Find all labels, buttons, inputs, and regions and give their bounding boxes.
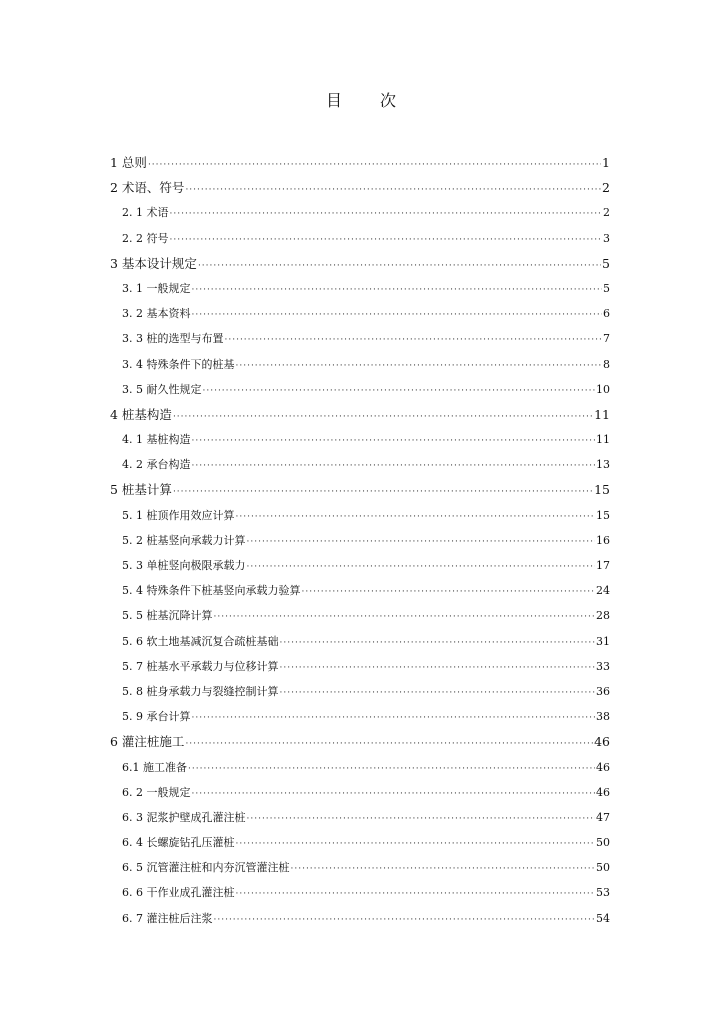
toc-entry-label: 6. 7 灌注桩后注浆 [122, 911, 213, 925]
toc-entry[interactable] [110, 377, 610, 402]
dot-leader [236, 832, 596, 857]
toc-entry-label: 2. 1 术语 [122, 206, 169, 220]
toc-entry-page-number: 13 [596, 458, 610, 472]
toc-entry-label: 5. 9 承台计算 [122, 710, 191, 724]
dot-leader [148, 153, 601, 178]
toc-entry[interactable] [110, 755, 610, 780]
dot-leader [203, 379, 596, 404]
dot-leader [192, 429, 596, 454]
toc-entry-page-number: 2 [602, 180, 610, 196]
dot-leader [198, 254, 601, 279]
dot-leader [170, 202, 603, 227]
toc-entry[interactable] [110, 629, 610, 654]
toc-entry-label: 4. 2 承台构造 [122, 458, 191, 472]
toc-entry[interactable] [110, 301, 610, 326]
toc-entry-page-number: 31 [596, 634, 610, 648]
toc-entry-label: 3. 4 特殊条件下的桩基 [122, 357, 235, 371]
toc-entry-label: 5. 1 桩顶作用效应计算 [122, 508, 235, 522]
toc-entry-label: 2 术语、符号 [110, 180, 185, 196]
dot-leader [280, 631, 596, 656]
dot-leader [192, 303, 603, 328]
dot-leader [185, 732, 593, 757]
toc-entry-page-number: 46 [594, 734, 610, 750]
toc-entry-page-number: 50 [596, 861, 610, 875]
toc-entry-page-number: 36 [596, 684, 610, 698]
dot-leader [173, 405, 593, 430]
toc-entry[interactable] [110, 276, 610, 301]
toc-entry[interactable] [110, 150, 610, 175]
toc-entry-page-number: 24 [596, 584, 610, 598]
toc-entry[interactable] [110, 427, 610, 452]
toc-entry-label: 2. 2 符号 [122, 231, 169, 245]
toc-entry[interactable] [110, 679, 610, 704]
dot-leader [173, 480, 593, 505]
toc-entry-page-number: 3 [603, 231, 610, 245]
toc-entry[interactable] [110, 855, 610, 880]
dot-leader [192, 454, 596, 479]
dot-leader [214, 908, 596, 933]
toc-entry-page-number: 47 [596, 810, 610, 824]
toc-entry-label: 6. 2 一般规定 [122, 785, 191, 799]
toc-entry-label: 3. 1 一般规定 [122, 281, 191, 295]
toc-entry-page-number: 5 [603, 281, 610, 295]
toc-entry-label: 4. 1 基桩构造 [122, 433, 191, 447]
dot-leader [247, 530, 596, 555]
dot-leader [302, 580, 596, 605]
dot-leader [236, 354, 603, 379]
toc-entry-label: 5 桩基计算 [110, 482, 172, 498]
toc-entry[interactable] [110, 452, 610, 477]
toc-entry-label: 3 基本设计规定 [110, 255, 197, 271]
toc-entry-label: 3. 3 桩的选型与布置 [122, 332, 224, 346]
toc-entry[interactable] [110, 704, 610, 729]
toc-entry-page-number: 46 [596, 760, 610, 774]
toc-entry-label: 5. 4 特殊条件下桩基竖向承载力验算 [122, 584, 301, 598]
dot-leader [247, 555, 596, 580]
toc-entry[interactable] [110, 226, 610, 251]
dot-leader [192, 782, 596, 807]
toc-entry-label: 5. 2 桩基竖向承载力计算 [122, 533, 246, 547]
toc-entry-page-number: 7 [603, 332, 610, 346]
dot-leader [236, 882, 596, 907]
toc-entry[interactable] [110, 251, 610, 276]
toc-entry-page-number: 46 [596, 785, 610, 799]
toc-entry-label: 5. 7 桩基水平承载力与位移计算 [122, 659, 279, 673]
toc-entry-page-number: 28 [596, 609, 610, 623]
toc-entry-label: 5. 3 单桩竖向极限承载力 [122, 559, 246, 572]
toc-entry-page-number: 33 [596, 659, 610, 673]
dot-leader [291, 857, 596, 882]
toc-entry[interactable] [110, 780, 610, 805]
toc-entry[interactable] [110, 603, 610, 628]
toc-entry-label: 1 总则 [110, 155, 147, 170]
table-of-contents [110, 150, 610, 931]
toc-entry-page-number: 38 [596, 710, 610, 724]
toc-entry-page-number: 53 [596, 886, 610, 900]
toc-entry[interactable] [110, 553, 610, 578]
toc-entry[interactable] [110, 528, 610, 553]
title-char: 目 [325, 91, 344, 110]
dot-leader [280, 656, 596, 681]
page-title [0, 88, 724, 111]
toc-entry[interactable] [110, 477, 610, 502]
toc-entry-label: 5. 6 软土地基减沉复合疏桩基础 [122, 634, 279, 648]
toc-entry-label: 6. 6 干作业成孔灌注桩 [122, 886, 235, 900]
dot-leader [214, 605, 596, 630]
toc-entry[interactable] [110, 402, 610, 427]
toc-entry[interactable] [110, 578, 610, 603]
toc-entry-page-number: 11 [596, 433, 610, 447]
toc-entry-page-number: 11 [594, 406, 610, 422]
dot-leader [236, 505, 596, 530]
dot-leader [170, 228, 603, 253]
toc-entry[interactable] [110, 729, 610, 754]
toc-entry-label: 4 桩基构造 [110, 406, 172, 422]
dot-leader [188, 757, 595, 782]
toc-entry-label: 6. 5 沉管灌注桩和内夯沉管灌注桩 [122, 861, 290, 875]
toc-entry-page-number: 8 [603, 357, 610, 371]
toc-entry-page-number: 17 [596, 559, 610, 572]
toc-entry[interactable] [110, 906, 610, 931]
toc-entry[interactable] [110, 880, 610, 905]
toc-entry-label: 6. 4 长螺旋钻孔压灌桩 [122, 836, 235, 850]
toc-entry[interactable] [110, 654, 610, 679]
dot-leader [192, 706, 596, 731]
toc-entry-page-number: 15 [596, 508, 610, 522]
dot-leader [185, 178, 601, 203]
toc-entry-label: 6.1 施工准备 [122, 760, 187, 774]
toc-entry-page-number: 1 [602, 155, 610, 170]
dot-leader [280, 681, 596, 706]
dot-leader [247, 807, 596, 832]
toc-entry-page-number: 16 [596, 533, 610, 547]
toc-entry-page-number: 5 [602, 255, 610, 271]
toc-entry-label: 3. 5 耐久性规定 [122, 382, 202, 396]
toc-entry[interactable] [110, 352, 610, 377]
dot-leader [225, 328, 603, 353]
toc-entry-page-number: 2 [603, 206, 610, 220]
toc-entry-label: 6. 3 泥浆护壁成孔灌注桩 [122, 810, 246, 824]
toc-entry-page-number: 54 [596, 911, 610, 925]
toc-entry[interactable] [110, 503, 610, 528]
toc-entry-label: 3. 2 基本资料 [122, 307, 191, 321]
toc-entry-page-number: 6 [603, 307, 610, 321]
toc-entry-label: 5. 8 桩身承载力与裂缝控制计算 [122, 684, 279, 698]
toc-entry[interactable] [110, 830, 610, 855]
toc-entry-page-number: 10 [596, 382, 610, 396]
toc-entry-label: 5. 5 桩基沉降计算 [122, 609, 213, 623]
toc-entry[interactable] [110, 805, 610, 830]
toc-entry[interactable] [110, 175, 610, 200]
toc-entry[interactable] [110, 326, 610, 351]
toc-entry[interactable] [110, 200, 610, 225]
toc-entry-page-number: 50 [596, 836, 610, 850]
toc-entry-page-number: 15 [594, 482, 610, 498]
toc-entry-label: 6 灌注桩施工 [110, 734, 185, 750]
title-char: 次 [380, 91, 399, 110]
dot-leader [192, 278, 603, 303]
